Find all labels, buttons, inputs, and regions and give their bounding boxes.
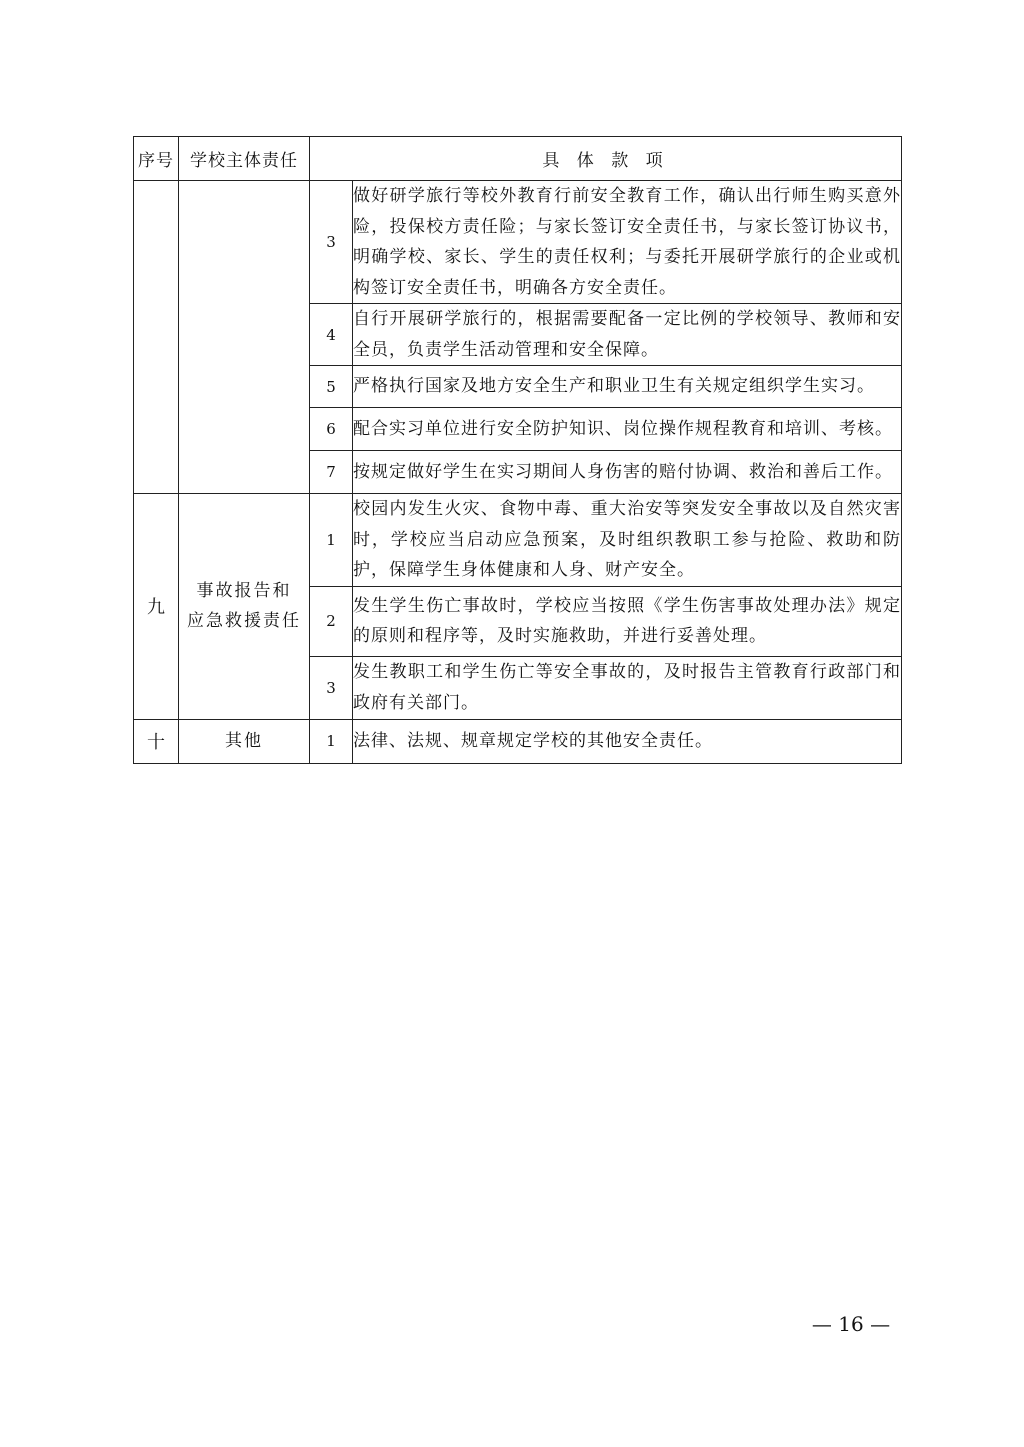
item-number: 2 (310, 586, 353, 656)
table-header-row (134, 137, 902, 181)
item-text: 发生学生伤亡事故时，学校应当按照《学生伤害事故处理办法》规定的原则和程序等，及时实施救助，并进行妥善处理。 (353, 586, 902, 656)
item-text: 校园内发生火灾、食物中毒、重大治安等突发安全事故以及自然灾害时，学校应当启动应急预案，及时组织教职工参与抢险、救助和防护，保障学生身体健康和人身、财产安全。 (353, 494, 902, 587)
seq-cell: 九 (134, 494, 179, 720)
table-row (134, 494, 902, 587)
responsibility-cell (179, 494, 310, 720)
header-seq: 序号 (134, 137, 179, 181)
item-number: 5 (310, 366, 353, 408)
table-row (134, 181, 902, 304)
responsibility-line: 应急救援责任 (187, 611, 301, 632)
item-text: 按规定做好学生在实习期间人身伤害的赔付协调、救治和善后工作。 (353, 451, 902, 494)
item-text: 配合实习单位进行安全防护知识、岗位操作规程教育和培训、考核。 (353, 408, 902, 451)
item-text: 做好研学旅行等校外教育行前安全教育工作，确认出行师生购买意外险，投保校方责任险；与家长签订安全责任书，与家长签订协议书，明确学校、家长、学生的责任权利；与委托开展研学旅行的企业或机构签订安全责任书，明确各方安全责任。 (353, 181, 902, 304)
item-text: 自行开展研学旅行的，根据需要配备一定比例的学校领导、教师和安全员，负责学生活动管理和安全保障。 (353, 304, 902, 366)
item-text: 严格执行国家及地方安全生产和职业卫生有关规定组织学生实习。 (353, 366, 902, 408)
seq-cell (134, 181, 179, 494)
item-number: 3 (310, 181, 353, 304)
item-number: 7 (310, 451, 353, 494)
item-text: 发生教职工和学生伤亡等安全事故的，及时报告主管教育行政部门和政府有关部门。 (353, 656, 902, 719)
page-number: — 16 — (811, 1312, 891, 1336)
item-number: 1 (310, 719, 353, 763)
item-number: 6 (310, 408, 353, 451)
seq-cell: 十 (134, 719, 179, 763)
responsibility-table (133, 136, 902, 764)
item-text: 法律、法规、规章规定学校的其他安全责任。 (353, 719, 902, 763)
responsibility-line: 事故报告和 (196, 581, 292, 602)
item-number: 1 (310, 494, 353, 587)
item-number: 3 (310, 656, 353, 719)
header-responsibility: 学校主体责任 (179, 137, 310, 181)
header-items: 具 体 款 项 (310, 137, 902, 181)
responsibility-cell: 其他 (179, 719, 310, 763)
table-row (134, 719, 902, 763)
item-number: 4 (310, 304, 353, 366)
responsibility-cell (179, 181, 310, 494)
